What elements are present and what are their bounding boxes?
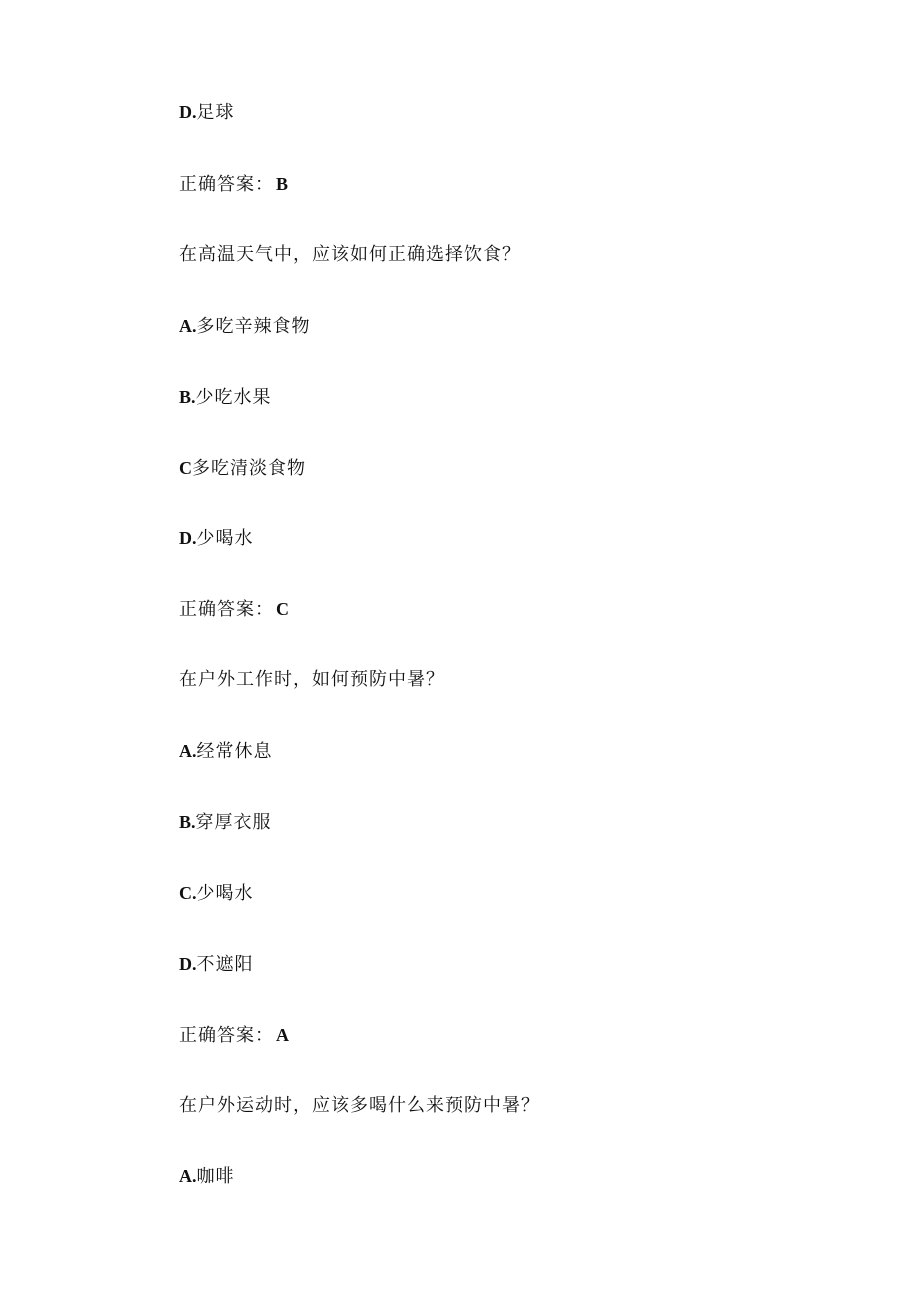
option-letter: D. <box>179 954 197 974</box>
option-text: 咖啡 <box>196 1166 235 1187</box>
option-b <box>179 385 272 410</box>
option-text: 经常休息 <box>196 741 273 762</box>
option-letter: A. <box>179 316 197 336</box>
option-a <box>179 314 311 339</box>
option-text: 少喝水 <box>196 883 254 904</box>
option-letter: D. <box>179 528 197 548</box>
option-letter: C <box>179 458 192 478</box>
answer-value: B <box>276 174 290 194</box>
correct-answer <box>179 172 289 197</box>
answer-label: 正确答案： <box>179 1025 274 1046</box>
option-text: 多吃清淡食物 <box>192 458 306 479</box>
question-text: 在户外运动时，应该多喝什么来预防中暑？ <box>179 1095 540 1116</box>
option-d <box>179 526 254 551</box>
correct-answer <box>179 597 290 622</box>
correct-answer <box>179 1023 290 1048</box>
option-b <box>179 810 272 835</box>
option-letter: D. <box>179 102 197 122</box>
answer-value: A <box>276 1025 290 1045</box>
option-letter: A. <box>179 741 197 761</box>
answer-value: C <box>276 599 290 619</box>
option-a <box>179 739 273 764</box>
answer-label: 正确答案： <box>179 174 274 195</box>
option-letter: B. <box>179 812 196 832</box>
option-text: 多吃辛辣食物 <box>196 316 311 337</box>
option-letter: A. <box>179 1166 197 1186</box>
answer-label: 正确答案： <box>179 599 274 620</box>
option-letter: B. <box>179 387 196 407</box>
option-text: 足球 <box>196 102 235 123</box>
option-d <box>179 952 254 977</box>
option-text: 不遮阳 <box>196 954 254 975</box>
option-text: 少喝水 <box>196 528 254 549</box>
option-a <box>179 1164 235 1189</box>
option-c <box>179 456 306 481</box>
option-d <box>179 100 235 125</box>
option-text: 少吃水果 <box>195 387 272 408</box>
option-c <box>179 881 254 906</box>
option-letter: C. <box>179 883 197 903</box>
question-text: 在高温天气中，应该如何正确选择饮食？ <box>179 244 521 265</box>
question-text: 在户外工作时，如何预防中暑？ <box>179 669 445 690</box>
option-text: 穿厚衣服 <box>195 812 272 833</box>
